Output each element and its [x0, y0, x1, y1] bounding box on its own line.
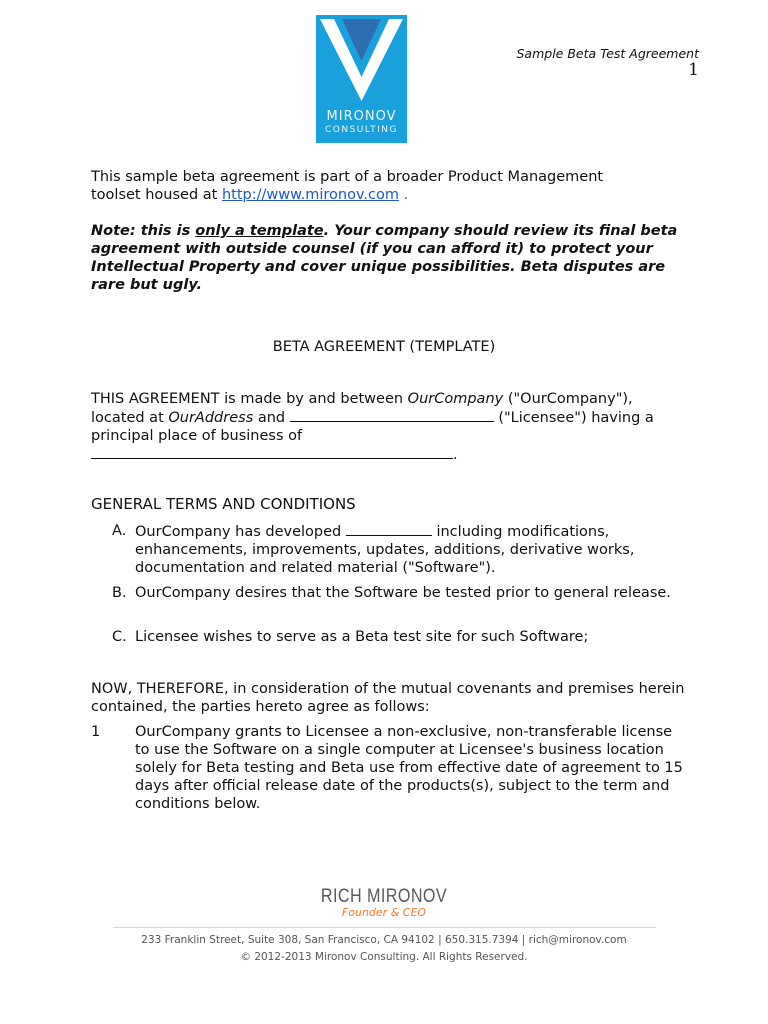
agreement-p7: .	[453, 447, 458, 463]
software-name-blank[interactable]	[346, 522, 432, 536]
agreement-p4: and	[253, 410, 290, 426]
mironov-link[interactable]: http://www.mironov.com	[221, 187, 399, 203]
footer-role: Founder & CEO	[341, 906, 427, 919]
document-header-title: Sample Beta Test Agreement	[516, 46, 699, 61]
term-a-text-a: OurCompany has developed	[135, 524, 346, 540]
footer-copyright: © 2012-2013 Mironov Consulting. All Rights Reserved.	[240, 951, 528, 963]
clause-marker: 1	[91, 724, 101, 740]
intro-paragraph	[91, 168, 651, 204]
note-emphasis: only a template	[195, 223, 324, 239]
agreement-p2: ("OurCompany"),	[503, 391, 633, 407]
general-terms-heading: GENERAL TERMS AND CONDITIONS	[91, 495, 356, 513]
company-logo	[316, 15, 407, 143]
footer-name: RICH MIRONOV	[320, 886, 448, 907]
page-number: 1	[688, 60, 699, 80]
intro-line1: This sample beta agreement is part of a broader Product Management	[91, 169, 604, 185]
term-a-text-b: including modifications,	[431, 524, 610, 540]
agreement-p3: located at	[91, 410, 169, 426]
template-note	[91, 222, 691, 294]
term-marker: C.	[112, 629, 127, 645]
agreement-p1: THIS AGREEMENT is made by and between	[91, 391, 408, 407]
agreement-title: BETA AGREEMENT (TEMPLATE)	[272, 339, 496, 355]
clause-text: OurCompany grants to Licensee a non-exclusive, non-transferable license to use the Software on a single computer at Licensee's business location solely for Beta testing and Beta use from effective date of agreement to 15 days after official release date of the products(s), subject to the term and conditions below.	[135, 724, 683, 812]
footer-address: 233 Franklin Street, Suite 308, San Francisco, CA 94102 | 650.315.7394 | rich@mironov.com	[141, 934, 627, 946]
licensee-name-blank[interactable]	[290, 408, 494, 422]
now-therefore-paragraph: NOW, THEREFORE, in consideration of the mutual covenants and premises herein contained, the parties hereto agree as follows:	[91, 681, 685, 715]
term-text: OurCompany desires that the Software be tested prior to general release.	[135, 585, 671, 601]
agreement-p5: ("Licensee") having a	[493, 410, 654, 426]
our-company: OurCompany	[407, 391, 504, 407]
term-c	[91, 628, 691, 648]
intro-line2-prefix: toolset housed at	[91, 187, 222, 203]
term-text	[135, 522, 695, 577]
term-a-rest: enhancements, improvements, updates, additions, derivative works, documentation and related material ("Software").	[135, 542, 635, 576]
term-marker: B.	[112, 585, 127, 601]
logo-name: MIRONOV	[326, 109, 397, 124]
term-text: Licensee wishes to serve as a Beta test site for such Software;	[135, 629, 589, 645]
agreement-paragraph	[91, 390, 691, 464]
term-a	[91, 522, 691, 578]
business-place-blank[interactable]	[91, 445, 453, 459]
note-part2: . Your company should review its final beta agreement with outside counsel (if you can afford it) to protect your Intellectual Property and cover unique possibilities. Beta disputes are rare but ugly.	[91, 223, 678, 293]
term-marker: A.	[112, 523, 127, 539]
logo-subtitle: CONSULTING	[324, 125, 399, 135]
intro-line2-suffix: .	[399, 187, 409, 203]
our-address: OurAddress	[168, 410, 254, 426]
footer-divider	[113, 927, 656, 928]
term-b	[91, 584, 691, 622]
note-part1: Note: this is	[91, 223, 196, 239]
agreement-p6: principal place of business of	[91, 428, 303, 444]
